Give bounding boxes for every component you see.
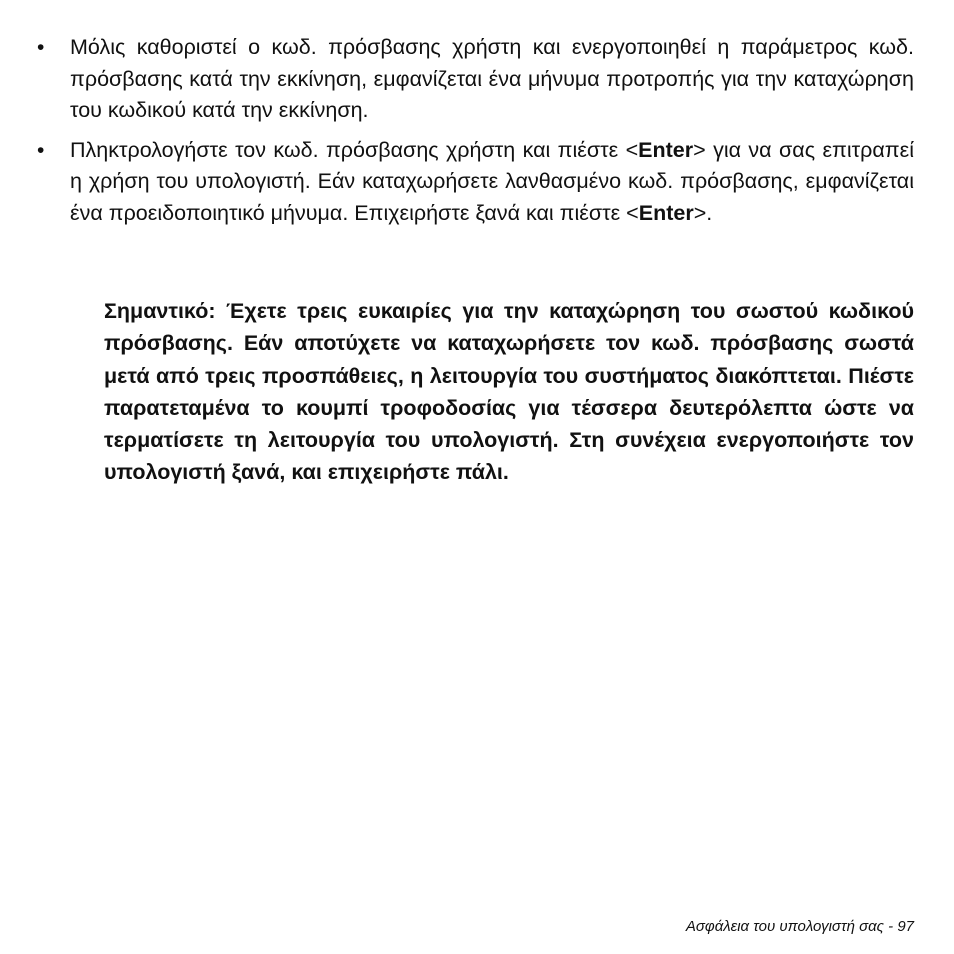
page-footer xyxy=(686,918,914,935)
text-segment: Πληκτρολογήστε τον κωδ. πρόσβασης χρήστη και πιέστε < xyxy=(70,137,639,162)
footer-section-title: Ασφάλεια του υπολογιστή σας - xyxy=(685,918,898,935)
bullet-icon: • xyxy=(37,36,45,59)
list-item xyxy=(34,135,914,230)
bullet-text xyxy=(70,135,914,230)
enter-key-label: Enter xyxy=(638,200,694,225)
bullet-list xyxy=(34,32,914,237)
page-number: 97 xyxy=(897,918,914,935)
text-segment: >. xyxy=(693,200,713,225)
enter-key-label: Enter xyxy=(638,137,694,162)
bullet-text: Μόλις καθοριστεί ο κωδ. πρόσβασης χρήστη και ενεργοποιηθεί η παράμετρος κωδ. πρόσβασης κατά την εκκίνηση, εμφανίζεται ένα μήνυμα προτροπής για την καταχώρηση του κωδικού κατά την εκκίνηση. xyxy=(70,35,914,122)
list-item xyxy=(34,32,914,127)
bullet-icon: • xyxy=(37,138,45,162)
text-segment: > για να σας επιτραπεί η χρήση του υπολογιστή. Εάν καταχωρήσετε λανθασμένο κωδ. πρόσβασης, εμφανίζεται ένα προειδοποιητικό μήνυμα. Επιχειρήστε ξανά και πιέστε < xyxy=(70,137,914,225)
important-note: Σημαντικό: Έχετε τρεις ευκαιρίες για την καταχώρηση του σωστού κωδικού πρόσβασης. Εάν αποτύχετε να καταχωρήσετε τον κωδ. πρόσβασης σωστά μετά από τρεις προσπάθειες, η λειτουργία του συστήματος διακόπτεται. Πιέστε παρατεταμένα το κουμπί τροφοδοσίας για τέσσερα δευτερόλεπτα ώστε να τερματίσετε τη λειτουργία του υπολογιστή. Στη συνέχεια ενεργοποιήστε τον υπολογιστή ξανά, και επιχειρήστε πάλι. xyxy=(104,299,914,485)
